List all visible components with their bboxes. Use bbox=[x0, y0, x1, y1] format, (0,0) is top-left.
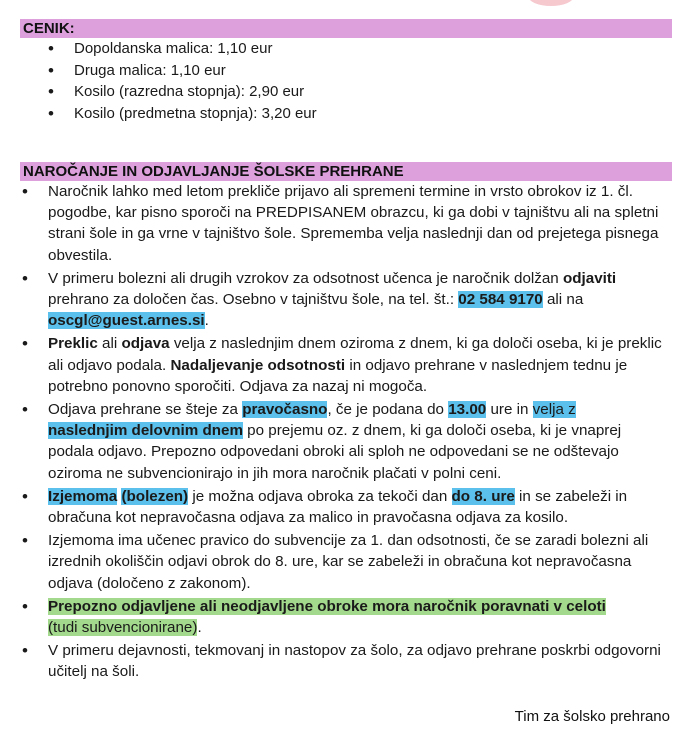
rule-item-activities: • V primeru dejavnosti, tekmovanj in nastopov za šolo, za odjavo prehrane poskrbi odgovorni učitelj na šoli. bbox=[48, 640, 670, 682]
section-header-cenik: CENIK: bbox=[20, 19, 672, 38]
rule-item-exception-illness: • Izjemoma (bolezen) je možna odjava obroka za tekoči dan do 8. ure in se zabeleži in obračuna kot nepravočasna odjava za malico in pravočasna odjava za kosilo. bbox=[48, 486, 670, 528]
rule-item-illness: • V primeru bolezni ali drugih vzrokov za odsotnost učenca je naročnik dolžan odjaviti prehrano za določen čas. Osebno v tajništvu šole, na tel. št.: 02 584 9170 ali na oscgl@guest.arnes.si. bbox=[48, 268, 670, 332]
signature: Tim za šolsko prehrano bbox=[514, 708, 670, 725]
rule-item-cancel-change: • Naročnik lahko med letom prekliče prijavo ali spremeni termine in vrsto obrokov iz 1. čl. pogodbe, kar pisno sporoči na PREDPISANEM obrazcu, ki ga dobi v tajništvu ali na spletni strani šole in ga vrne v tajništvo šole. Sprememba velja naslednji dan od prejetega pisnega obvestila. bbox=[48, 181, 670, 266]
price-list bbox=[74, 38, 317, 124]
rule-item-subsidy: • Izjemoma ima učenec pravico do subvencije za 1. dan odsotnosti, če se zaradi bolezni ali izrednih okoliščin odjavi obrok do 8. ure, kar se zabeleži in obračuna kot nepravočasna odjava (določeno z zakonom). bbox=[48, 530, 670, 594]
price-item: • Kosilo (razredna stopnja): 2,90 eur bbox=[74, 81, 317, 103]
price-item: • Druga malica: 1,10 eur bbox=[74, 60, 317, 82]
section-header-narocanje: NAROČANJE IN ODJAVLJANJE ŠOLSKE PREHRANE bbox=[20, 162, 672, 181]
rule-item-preklic: • Preklic ali odjava velja z naslednjim dnem oziroma z dnem, ki ga določi oseba, ki je preklic ali odjavo podala. Nadaljevanje odsotnosti in odjavo prehrane v naslednjem tednu je potrebno ponovno sporočiti. Odjava za nazaj ni mogoča. bbox=[48, 333, 670, 397]
price-item: • Kosilo (predmetna stopnja): 3,20 eur bbox=[74, 103, 317, 125]
odjaviti-bold: odjaviti bbox=[562, 269, 617, 287]
price-item: • Dopoldanska malica: 1,10 eur bbox=[74, 38, 317, 60]
decorative-shape bbox=[528, 0, 574, 6]
email-address[interactable]: oscgl@guest.arnes.si bbox=[48, 312, 205, 330]
ordering-rules-list bbox=[48, 181, 670, 685]
rule-item-late-payment: • Prepozno odjavljene ali neodjavljene obroke mora naročnik poravnati v celoti (tudi subvencionirane). bbox=[48, 596, 670, 638]
rule-item-timely-cancellation: • Odjava prehrane se šteje za pravočasno, če je podana do 13.00 ure in velja z naslednjim delovnim dnem po prejemu oz. z dnem, ki ga določi oseba, ki je vnaprej podala odjavo. Prepozno odpovedani obroki ali sploh ne odpovedani se ne odštevajo oziroma ne subvencionirajo in jih mora naročnik plačati v polni ceni. bbox=[48, 399, 670, 484]
phone-number: 02 584 9170 bbox=[458, 291, 543, 309]
